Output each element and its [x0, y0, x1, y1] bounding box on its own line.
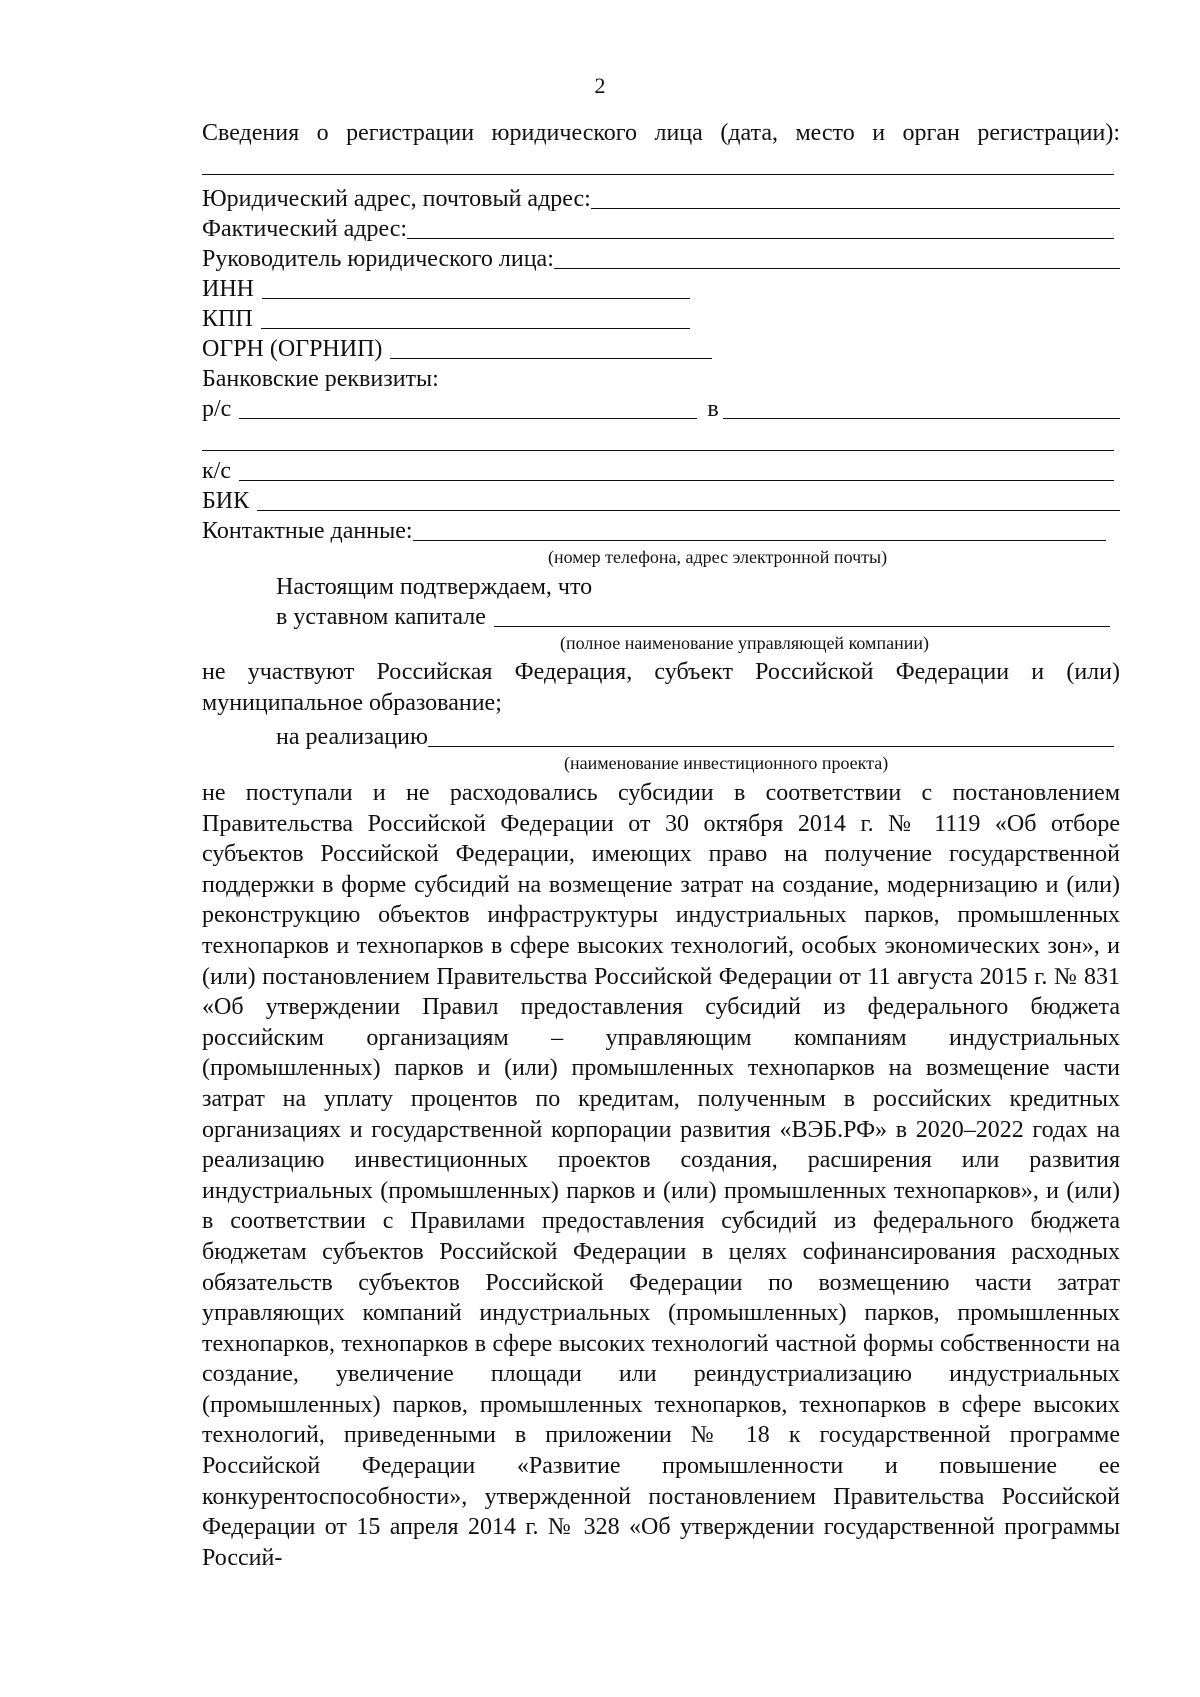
inn-blank: [262, 276, 690, 299]
contacts-label: Контактные данные:: [202, 518, 413, 544]
legal-address-label: Юридический адрес, почтовый адрес:: [202, 186, 591, 212]
inn-row: [202, 274, 690, 304]
rs-in-label: в: [707, 396, 719, 422]
legal-address-row: [202, 184, 1120, 214]
ks-label: к/с: [202, 458, 231, 484]
ks-blank: [239, 458, 1114, 481]
contacts-blank: [413, 518, 1106, 541]
confirm-line: Настоящим подтверждаем, что: [276, 574, 593, 600]
actual-address-row: [202, 214, 1114, 244]
head-blank: [554, 246, 1120, 269]
ks-row: [202, 456, 1114, 486]
rs-bank-blank: [723, 396, 1120, 419]
participation-paragraph: не участвуют Российская Федерация, субъект Российской Федерации и (или) муниципальное образование;: [202, 659, 1120, 716]
project-blank: [428, 724, 1114, 747]
bik-blank: [257, 488, 1120, 511]
head-row: [202, 244, 1120, 274]
project-caption: (наименование инвестиционного проекта): [564, 753, 889, 773]
contacts-row: [202, 516, 1106, 546]
kpp-blank: [261, 306, 690, 329]
bank-details-row: [202, 364, 1120, 394]
page-number: 2: [594, 73, 606, 98]
capital-label: в уставном капитале: [276, 604, 486, 630]
inn-label: ИНН: [202, 276, 254, 302]
kpp-label: КПП: [202, 306, 253, 332]
realization-row: [276, 722, 1114, 752]
body-paragraph: не поступали и не расходовались субсидии в соответствии с постановлением Правительства Российской Федерации от 30 октября 2014 г. № 1119 «Об отборе субъектов Российской Федерации, имеющих право на получение государственной поддержки в форме субсидий на возмещение затрат на создание, модернизацию и (или) реконструкцию объектов инфраструктуры индустриальных парков, промышленных технопарков и технопарков в сфере высоких технологий, особых экономических зон», и (или) постановлением Правительства Российской Федерации от 11 августа 2015 г. № 831 «Об утверждении Правил предоставления субсидий из федерального бюджета российским организациям – управляющим компаниям индустриальных (промышленных) парков и (или) промышленных технопарков на возмещение части затрат на уплату процентов по кредитам, полученным в российских кредитных организациях и государственной корпорации развития «ВЭБ.РФ» в 2020–2022 годах на реализацию инвестиционных проектов создания, расширения или развития индустриальных (промышленных) парков и (или) промышленных технопарков», и (или) в соответствии с Правилами предоставления субсидий из федерального бюджета бюджетам субъектов Российской Федерации в целях софинансирования расходных обязательств субъектов Российской Федерации по возмещению части затрат управляющих компаний индустриальных (промышленных) парков, промышленных технопарков, технопарков в сфере высоких технологий частной формы собственности на создание, увеличение площади или реиндустриализацию индустриальных (промышленных) парков, промышленных технопарков, технопарков в сфере высоких технологий, приведенными в приложении № 18 к государственной программе Российской Федерации «Развитие промышленности и повышение ее конкурентоспособности», утвержденной постановлением Правительства Российской Федерации от 15 апреля 2014 г. № 328 «Об утверждении государственной программы Россий-: [202, 780, 1120, 1571]
head-label: Руководитель юридического лица:: [202, 246, 554, 272]
registration-blank: [202, 174, 1114, 175]
ogrn-row: [202, 334, 712, 364]
rs-row: [202, 394, 1120, 424]
legal-address-blank: [591, 186, 1120, 209]
kpp-row: [202, 304, 690, 334]
ogrn-label: ОГРН (ОГРНИП): [202, 336, 383, 362]
rs-label: р/с: [202, 396, 232, 422]
company-caption: (полное наименование управляющей компании): [560, 633, 929, 653]
ogrn-blank: [390, 336, 712, 359]
contacts-caption: (номер телефона, адрес электронной почты): [548, 547, 888, 567]
bank-details-label: Банковские реквизиты:: [202, 366, 439, 392]
bik-row: [202, 486, 1120, 516]
actual-address-blank: [407, 216, 1114, 239]
rs-continuation-blank: [202, 450, 1114, 451]
rs-blank: [239, 396, 697, 419]
actual-address-label: Фактический адрес:: [202, 216, 408, 242]
realization-label: на реализацию: [276, 724, 428, 750]
registration-header: Сведения о регистрации юридического лица (дата, место и орган регистрации):: [202, 120, 1120, 146]
capital-row: [276, 602, 1110, 632]
company-blank: [494, 604, 1110, 627]
bik-label: БИК: [202, 488, 250, 514]
